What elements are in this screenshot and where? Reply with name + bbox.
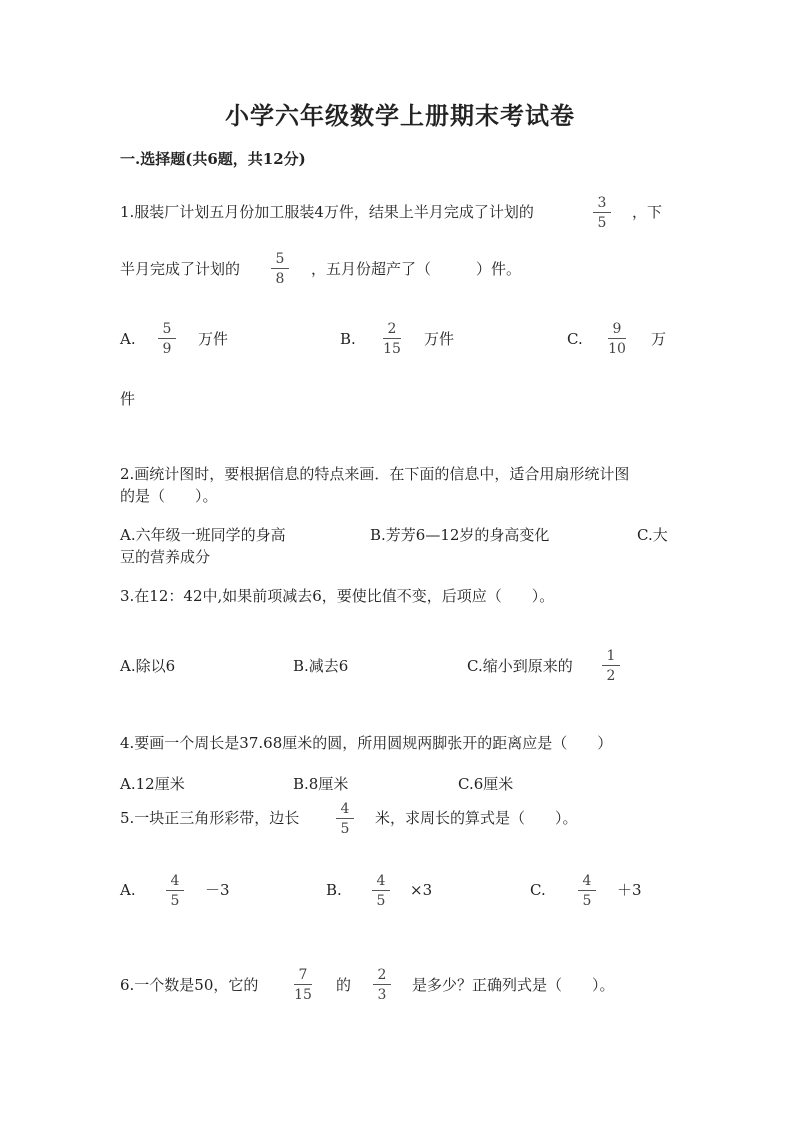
q2-line1-text: 2.画统计图时，要根据信息的特点来画．在下面的信息中，适合用扇形统计图 [120, 465, 630, 483]
frac-denominator: 15 [383, 341, 401, 357]
q2-option-a: A.六年级一班同学的身高 [120, 526, 286, 544]
frac-numerator: 5 [275, 251, 285, 267]
frac-denominator: 5 [340, 821, 350, 837]
q3-option-a: A.除以6 [120, 657, 176, 675]
frac-numerator: 4 [376, 873, 386, 889]
q3-option-b: B.减去6 [293, 657, 349, 675]
q2-option-c: C.大 [637, 526, 668, 544]
frac-numerator: 4 [340, 801, 350, 817]
q5-option-c-letter: C. [530, 881, 546, 899]
q1-option-b-letter: B. [340, 330, 356, 348]
q1-option-c-fraction [605, 321, 629, 357]
frac-numerator: 4 [582, 873, 592, 889]
frac-bar [602, 665, 620, 666]
frac-numerator: 2 [377, 967, 387, 983]
frac-numerator: 5 [162, 321, 172, 337]
q1-option-b-fraction [380, 321, 404, 357]
q5-option-a-fraction [163, 873, 187, 909]
q1-option-a-letter: A. [120, 330, 136, 348]
q1-line2-text: 半月完成了计划的 [120, 260, 241, 278]
frac-numerator: 3 [597, 195, 607, 211]
q4-option-b: B.8厘米 [293, 775, 349, 793]
frac-denominator: 5 [170, 893, 180, 909]
q4-option-c: C.6厘米 [458, 775, 514, 793]
q1-option-c-wrap: 件 [120, 390, 136, 408]
frac-numerator: 4 [170, 873, 180, 889]
q6-fraction-2-3 [370, 967, 394, 1003]
frac-bar [372, 890, 390, 891]
q5-option-b-fraction [369, 873, 393, 909]
q4-option-a: A.12厘米 [120, 775, 185, 793]
q2-option-b: B.芳芳6—12岁的身高变化 [370, 526, 550, 544]
q1-option-a-fraction [155, 321, 179, 357]
frac-bar [294, 984, 312, 985]
section-heading: 一.选择题(共6题，共12分) [120, 150, 306, 168]
frac-denominator: 5 [376, 893, 386, 909]
frac-denominator: 5 [582, 893, 592, 909]
q1-option-c-unit: 万 [651, 330, 667, 348]
q5-option-b-letter: B. [326, 881, 342, 899]
q3-line1-text: 3.在12：42中,如果前项减去6，要使比值不变，后项应（ ）。 [120, 587, 555, 605]
q5-line1-text: 5.一块正三角形彩带，边长 [120, 809, 300, 827]
frac-denominator: 10 [608, 341, 626, 357]
frac-bar [336, 818, 354, 819]
q1-fraction-3-5 [590, 195, 614, 231]
q1-line1-text: 1.服装厂计划五月份加工服装4万件，结果上半月完成了计划的 [120, 203, 534, 221]
frac-bar [578, 890, 596, 891]
q1-option-c-letter: C. [567, 330, 583, 348]
frac-numerator: 1 [606, 648, 616, 664]
frac-bar [271, 268, 289, 269]
frac-bar [166, 890, 184, 891]
frac-denominator: 3 [377, 987, 387, 1003]
frac-denominator: 2 [606, 668, 616, 684]
frac-numerator: 2 [387, 321, 397, 337]
q2-option-c-wrap: 豆的营养成分 [120, 548, 211, 566]
q5-option-a-letter: A. [120, 881, 136, 899]
q5-option-b-suffix: ×3 [410, 881, 433, 899]
frac-numerator: 7 [298, 967, 308, 983]
q6-line1-tail: 是多少？正确列式是（ ）。 [412, 976, 615, 994]
q1-line1-tail: ，下 [632, 203, 663, 221]
frac-denominator: 5 [597, 215, 607, 231]
frac-bar [373, 984, 391, 985]
page-title: 小学六年级数学上册期末考试卷 [225, 101, 575, 130]
q5-fraction-4-5 [333, 801, 357, 837]
frac-bar [383, 338, 401, 339]
frac-bar [608, 338, 626, 339]
q3-option-c: C.缩小到原来的 [467, 657, 573, 675]
q1-line2-tail: ，五月份超产了（ ）件。 [311, 260, 522, 278]
frac-bar [158, 338, 176, 339]
q1-option-a-unit: 万件 [198, 330, 229, 348]
q6-line1-text: 6.一个数是50，它的 [120, 976, 259, 994]
frac-denominator: 9 [162, 341, 172, 357]
q5-option-c-suffix: ＋3 [617, 881, 642, 899]
q4-line1-text: 4.要画一个周长是37.68厘米的圆，所用圆规两脚张开的距离应是（ ） [120, 734, 613, 752]
q6-fraction-7-15 [291, 967, 315, 1003]
frac-bar [593, 212, 611, 213]
q5-line1-tail: 米，求周长的算式是（ ）。 [375, 809, 578, 827]
q1-option-b-unit: 万件 [424, 330, 455, 348]
q5-option-c-fraction [575, 873, 599, 909]
q6-line1-mid: 的 [336, 976, 352, 994]
frac-numerator: 9 [612, 321, 622, 337]
q5-option-a-suffix: －3 [205, 881, 230, 899]
q3-option-c-fraction [599, 648, 623, 684]
q2-line2-text: 的是（ ）。 [120, 487, 218, 505]
frac-denominator: 8 [275, 271, 285, 287]
frac-denominator: 15 [294, 987, 312, 1003]
q1-fraction-5-8 [268, 251, 292, 287]
